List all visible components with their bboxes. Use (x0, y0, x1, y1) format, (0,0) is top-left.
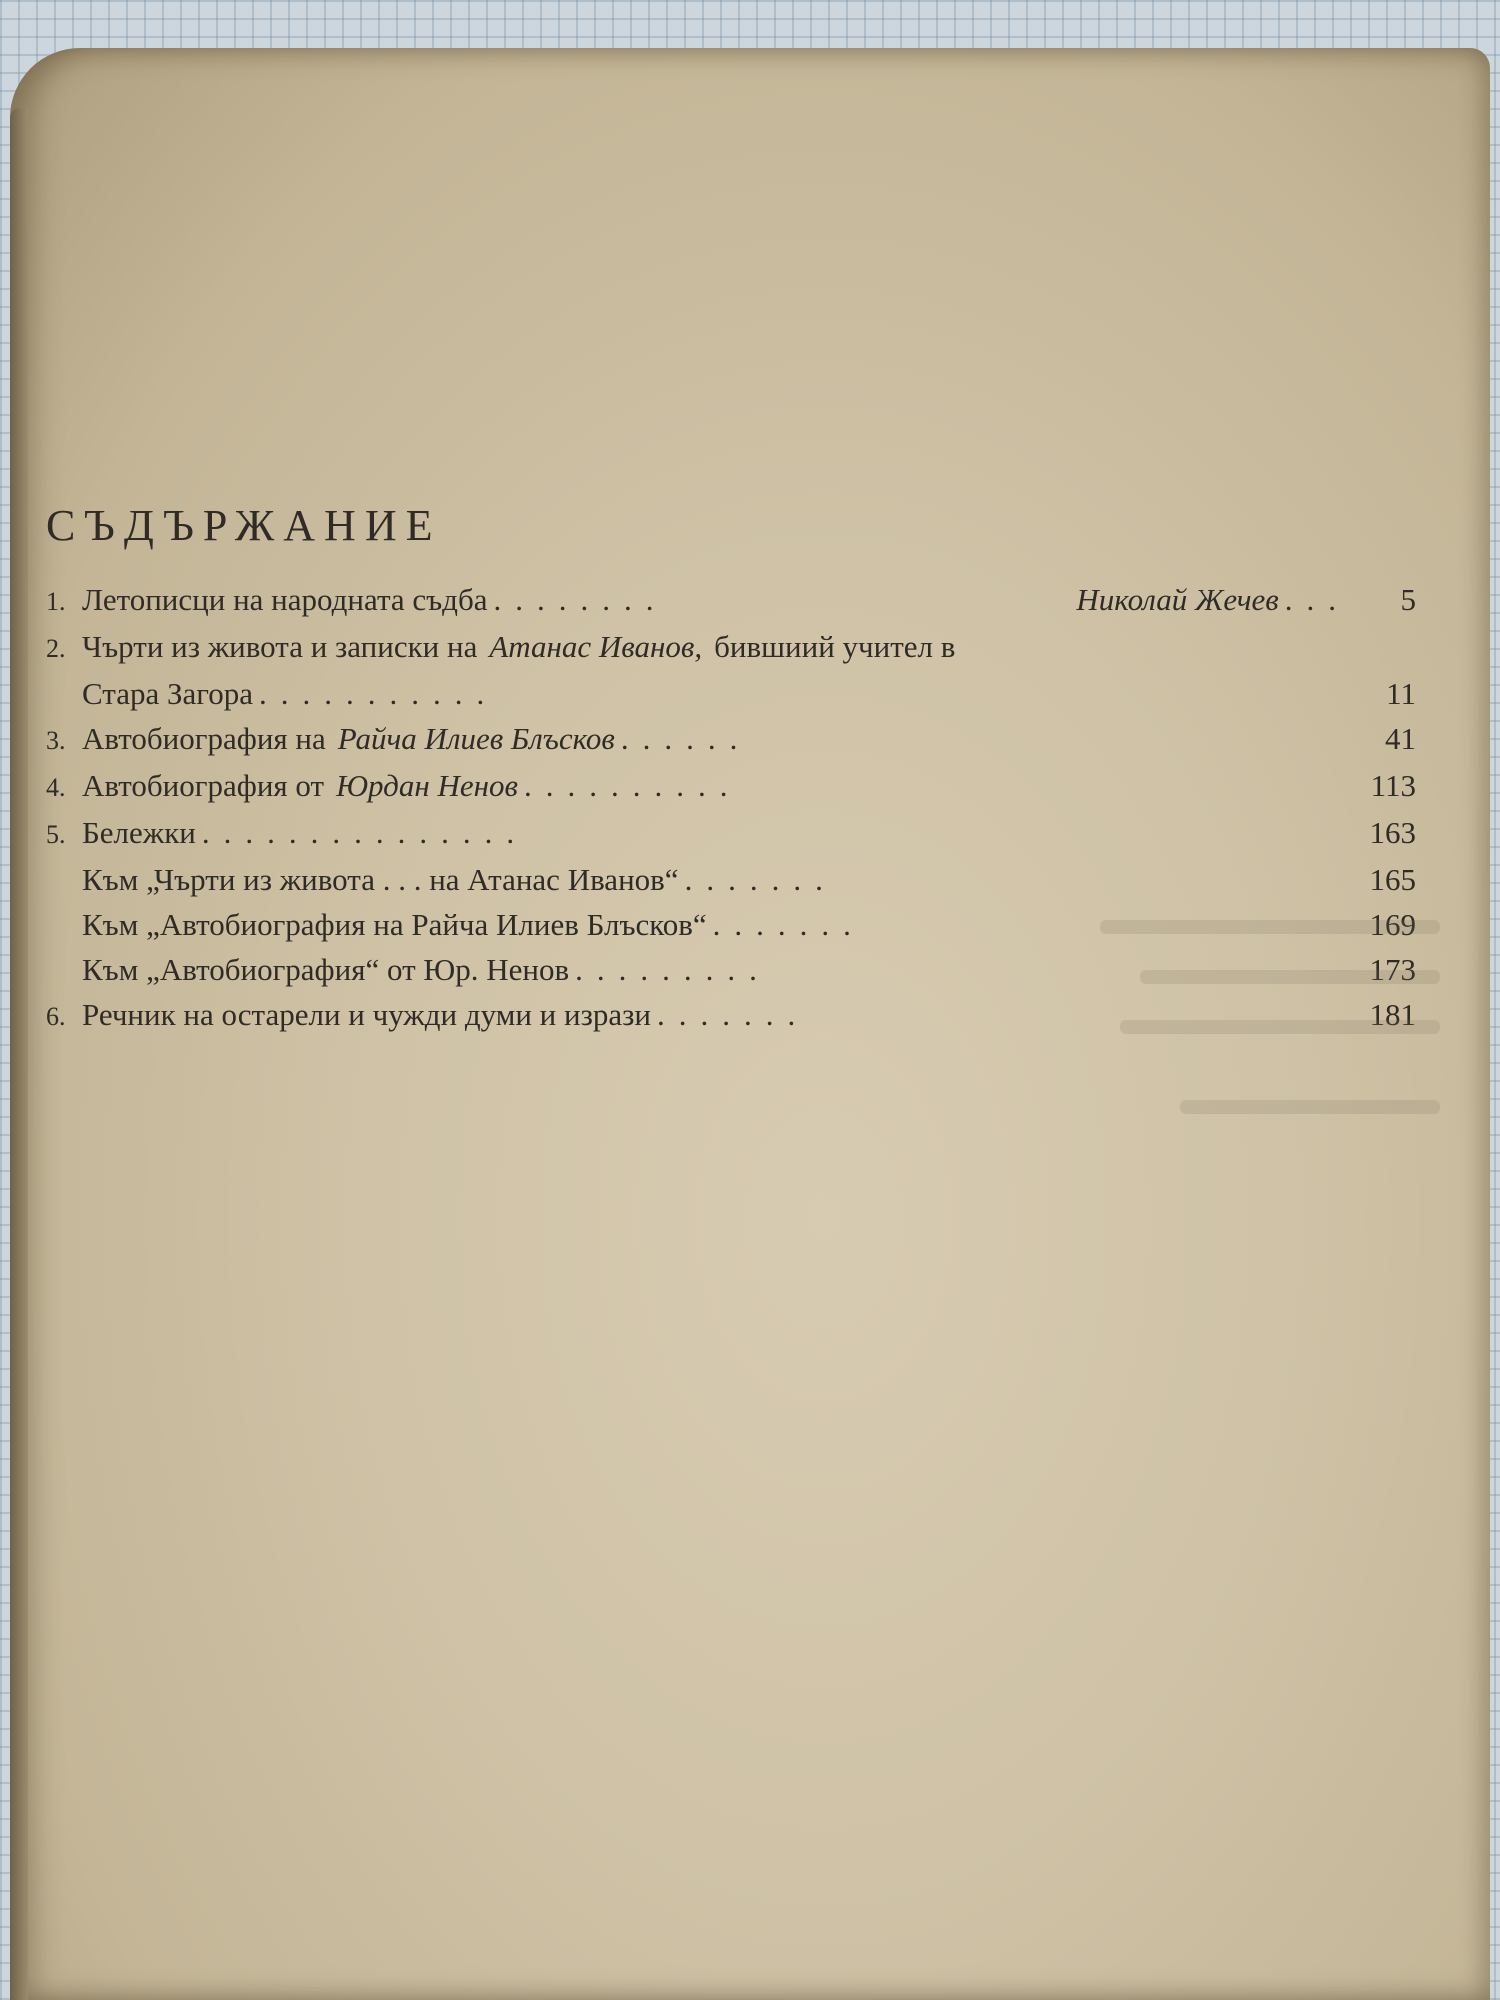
toc-entry-number: 1. (46, 587, 66, 616)
toc-entry-person: Атанас Иванов, (489, 629, 703, 664)
toc-entry-title: Бележки (82, 815, 196, 850)
toc-leader-dots: ....... (656, 997, 810, 1032)
show-through-smudge (1140, 970, 1440, 984)
toc-entry-title-part: Автобиография на (82, 721, 326, 756)
toc-leader-dots: ... (1284, 582, 1350, 617)
toc-entry-title: Речник на остарели и чужди думи и изрази (82, 997, 651, 1032)
toc-page-number: 181 (1369, 997, 1416, 1032)
toc-entry-5 (46, 810, 1416, 857)
toc-entry-number: 6. (46, 1002, 66, 1031)
toc-entry-2-continued (46, 671, 1416, 716)
page-edge-shadow (10, 108, 28, 2000)
toc-page-number: 169 (1369, 907, 1416, 942)
show-through-smudge (1100, 920, 1440, 934)
toc-entry-person: Юрдан Ненов (336, 768, 518, 803)
toc-leader-dots: ........... (258, 676, 499, 711)
toc-title: СЪДЪРЖАНИЕ (46, 501, 442, 550)
toc-page-number: 41 (1385, 721, 1416, 756)
toc-page-number: 11 (1386, 676, 1416, 711)
toc-entry-number: 4. (46, 773, 66, 802)
toc-entry-title-part: Чърти из живота и записки на (82, 629, 478, 664)
toc-sub-entry-title: Към „Автобиография на Райча Илиев Блъсков“ (82, 907, 707, 942)
toc-leader-dots: ......... (575, 952, 771, 987)
toc-entry-author: Николай Жечев (1076, 582, 1279, 617)
toc-entry-title: Летописци на народната съдба (82, 582, 488, 617)
toc-page-number: 163 (1369, 815, 1416, 850)
toc-sub-entry-title: Към „Чърти из живота . . . на Атанас Иванов“ (82, 862, 679, 897)
toc-leader-dots: ........ (493, 582, 668, 617)
toc-sub-entry-title: Към „Автобиография“ от Юр. Ненов (82, 952, 570, 987)
toc-leader-dots: ...... (620, 721, 752, 756)
toc-entry-number: 5. (46, 820, 66, 849)
toc-entry-2 (46, 624, 1416, 671)
toc-sub-entry-1 (46, 857, 1416, 902)
toc-page-number: 173 (1369, 952, 1416, 987)
toc-entry-person: Райча Илиев Блъсков (337, 721, 615, 756)
toc-page-number: 5 (1400, 582, 1416, 617)
toc-page-number: 113 (1370, 768, 1416, 803)
toc-entry-1 (46, 577, 1416, 624)
show-through-smudge (1180, 1100, 1440, 1114)
toc-entry-4 (46, 763, 1416, 810)
toc-leader-dots: .......... (523, 768, 742, 803)
show-through-smudge (1120, 1020, 1440, 1034)
toc-entry-number: 2. (46, 634, 66, 663)
toc-entry-title-part: Автобиография от (82, 768, 325, 803)
table-of-contents (46, 500, 1416, 1039)
toc-leader-dots: ....... (684, 862, 837, 897)
toc-entry-title-part: бившиий учител в (714, 629, 956, 664)
toc-leader-dots: ....... (712, 907, 865, 942)
toc-entry-title-part: Стара Загора (82, 676, 253, 711)
toc-entry-3 (46, 716, 1416, 763)
toc-page-number: 165 (1369, 862, 1416, 897)
toc-entry-number: 3. (46, 726, 66, 755)
toc-leader-dots: ............... (201, 815, 529, 850)
